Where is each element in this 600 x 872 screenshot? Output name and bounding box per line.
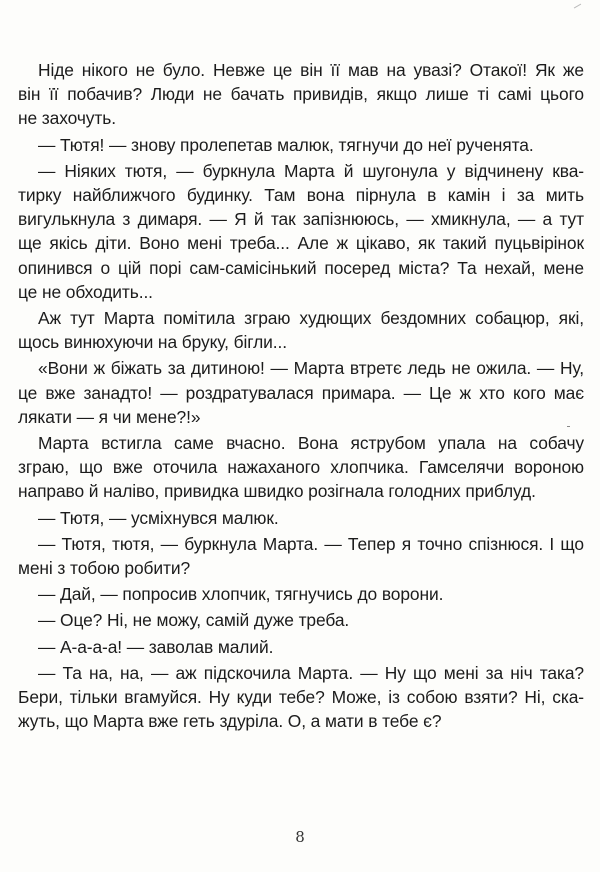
text-line: — Дай, — попросив хлопчик, тягнучись до ворони. xyxy=(38,584,444,605)
paragraph xyxy=(18,582,584,606)
text-line: — А-а-а-а! — заволав малий. xyxy=(38,636,274,657)
text-line: він її побачив? Люди не бачать привидів, якщо лише ті самі цього xyxy=(18,84,584,105)
text-line: — Тютя, — усміхнувся малюк. xyxy=(38,507,279,528)
text-line: тирку найближчого будинку. Там вона пірнула в камін і за мить xyxy=(18,185,584,206)
text-line: не захочуть. xyxy=(18,108,116,129)
text-line: щось винюхуючи на бруку, бігли... xyxy=(18,332,287,353)
paragraph xyxy=(18,133,584,157)
paragraph xyxy=(18,159,584,304)
text-body xyxy=(18,58,584,735)
text-line: направо й наліво, привидка швидко розігнала голодних приблуд. xyxy=(18,481,536,502)
text-line: мені з тобою робити? xyxy=(18,558,191,579)
text-line: Ніде нікого не було. Невже це він її мав на увазі? Отакої! Як же xyxy=(38,60,584,80)
paragraph xyxy=(18,506,584,530)
text-line: це не обходить... xyxy=(18,281,153,302)
text-line: це вже занадто! — роздратувалася примара. — Це ж хто кого має xyxy=(18,382,584,403)
text-line: вигулькнула з димаря. — Я й так запізнююсь, — хмикнула, — а тут xyxy=(18,209,584,230)
text-line: жуть, що Марта вже геть здуріла. О, а мати в тебе є? xyxy=(18,711,442,732)
corner-mark xyxy=(571,0,581,9)
text-line: Бери, тільки вгамуйся. Ну куди тебе? Може, із собою взяти? Ні, ска- xyxy=(18,687,584,708)
paragraph xyxy=(18,58,584,131)
page-number: 8 xyxy=(295,828,305,846)
text-line: Марта встигла саме вчасно. Вона яструбом упала на собачу xyxy=(38,433,584,454)
paragraph xyxy=(18,635,584,659)
paragraph xyxy=(18,532,584,580)
text-line: — Тютя! — знову пролепетав малюк, тягнучи до неї рученята. xyxy=(38,134,534,155)
text-line: Аж тут Марта помітила зграю худющих бездомних собацюр, які, xyxy=(38,308,584,329)
text-line: лякати — я чи мене?!» xyxy=(18,406,201,427)
text-line: — Та на, на, — аж підскочила Марта. — Ну що мені за ніч така? xyxy=(38,662,584,683)
paragraph xyxy=(18,661,584,734)
text-line: — Оце? Ні, не можу, самій дуже треба. xyxy=(38,610,350,631)
paragraph xyxy=(18,356,584,429)
text-line: опинився о цій порі сам-самісінький посеред міста? Та нехай, мене xyxy=(18,257,584,278)
text-line: — Ніяких тютя, — буркнула Марта й шугонула у відчинену ква- xyxy=(38,160,584,181)
paragraph xyxy=(18,431,584,504)
text-line: ще якісь діти. Воно мені треба... Але ж цікаво, як такий пуцьвірінок xyxy=(18,233,584,254)
text-line: «Вони ж біжать за дитиною! — Марта втретє ледь не ожила. — Ну, xyxy=(38,358,584,379)
paragraph xyxy=(18,306,584,354)
text-line: зграю, що вже оточила нажаханого хлопчика. Гамселячи вороною xyxy=(18,457,584,478)
text-line: — Тютя, тютя, — буркнула Марта. — Тепер я точно спізнюся. І що xyxy=(38,533,584,554)
paragraph xyxy=(18,608,584,632)
